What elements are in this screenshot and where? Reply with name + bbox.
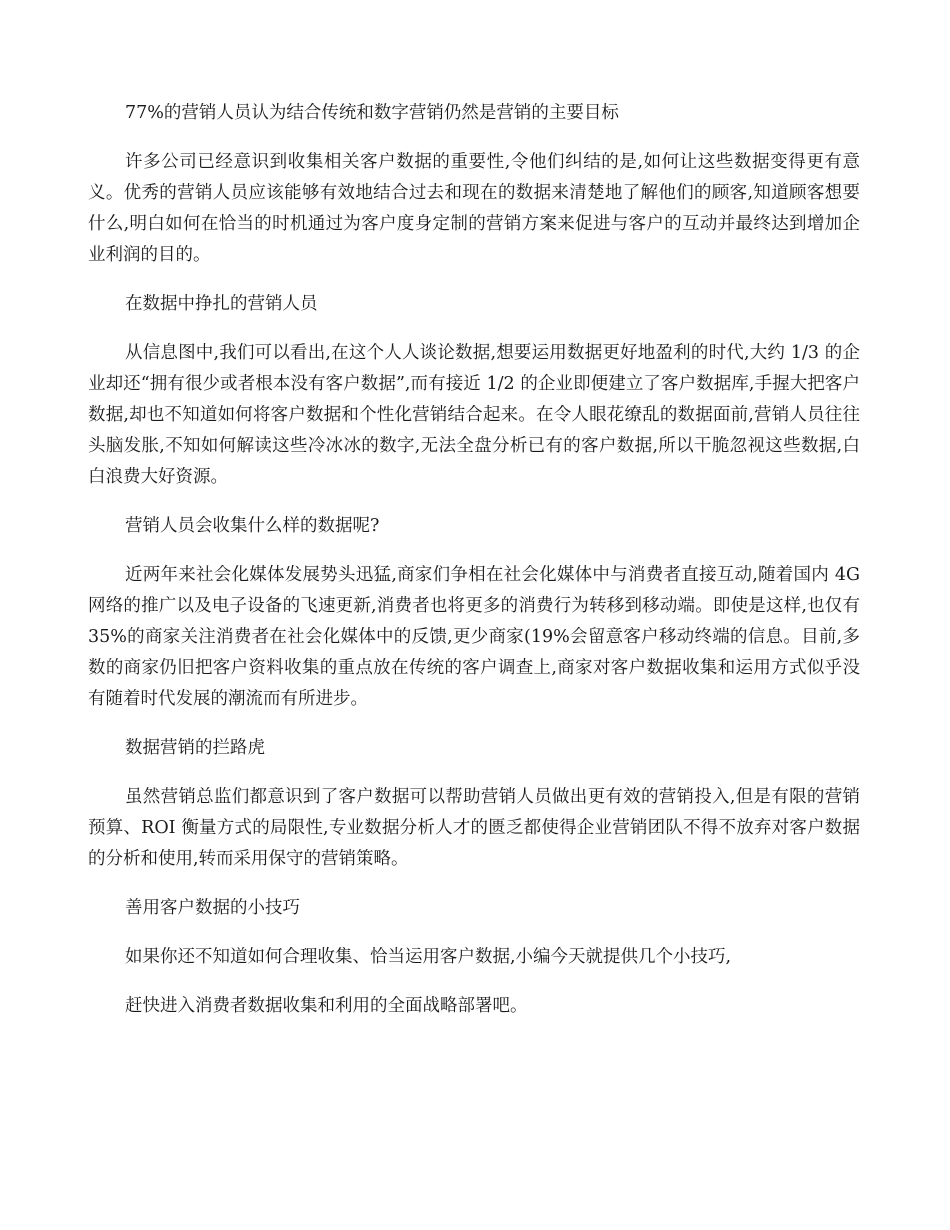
section-heading: 在数据中挣扎的营销人员 [125, 294, 318, 314]
body-paragraph: 虽然营销总监们都意识到了客户数据可以帮助营销人员做出更有效的营销投入,但是有限的营销预算、ROI 衡量方式的局限性,专业数据分析人才的匮乏都使得企业营销团队不得不放弃对客户数据的分析和使用,转而采用保守的营销策略。 [88, 787, 860, 869]
body-paragraph: 赶快进入消费者数据收集和利用的全面战略部署吧。 [125, 996, 528, 1016]
document-page [88, 98, 860, 1040]
body-paragraph: 许多公司已经意识到收集相关客户数据的重要性,令他们纠结的是,如何让这些数据变得更有意义。优秀的营销人员应该能够有效地结合过去和现在的数据来清楚地了解他们的顾客,知道顾客想要什么,明白如何在恰当的时机通过为客户度身定制的营销方案来促进与客户的互动并最终达到增加企业利润的目的。 [88, 152, 860, 265]
section-heading: 善用客户数据的小技巧 [125, 898, 300, 918]
body-paragraph: 从信息图中,我们可以看出,在这个人人谈论数据,想要运用数据更好地盈利的时代,大约 1/3 的企业却还“拥有很少或者根本没有客户数据”,而有接近 1/2 的企业即便建立了客户数据库,手握大把客户数据,却也不知道如何将客户数据和个性化营销结合起来。在令人眼花缭乱的数据面前,营销人员往往头脑发胀,不知如何解读这些冷冰冰的数字,无法全盘分析已有的客户数据,所以干脆忽视这些数据,白白浪费大好资源。 [88, 343, 860, 487]
body-paragraph: 如果你还不知道如何合理收集、恰当运用客户数据,小编今天就提供几个小技巧, [125, 947, 732, 967]
headline-paragraph: 77%的营销人员认为结合传统和数字营销仍然是营销的主要目标 [125, 103, 619, 123]
section-heading: 数据营销的拦路虎 [125, 738, 265, 758]
section-heading: 营销人员会收集什么样的数据呢? [125, 516, 380, 536]
body-paragraph: 近两年来社会化媒体发展势头迅猛,商家们争相在社会化媒体中与消费者直接互动,随着国内 4G 网络的推广以及电子设备的飞速更新,消费者也将更多的消费行为转移到移动端。即使是这样,也仅有 35%的商家关注消费者在社会化媒体中的反馈,更少商家(19%会留意客户移动终端的信息。目前,多数的商家仍旧把客户资料收集的重点放在传统的客户调查上,商家对客户数据收集和运用方式似乎没有随着时代发展的潮流而有所进步。 [88, 565, 860, 709]
